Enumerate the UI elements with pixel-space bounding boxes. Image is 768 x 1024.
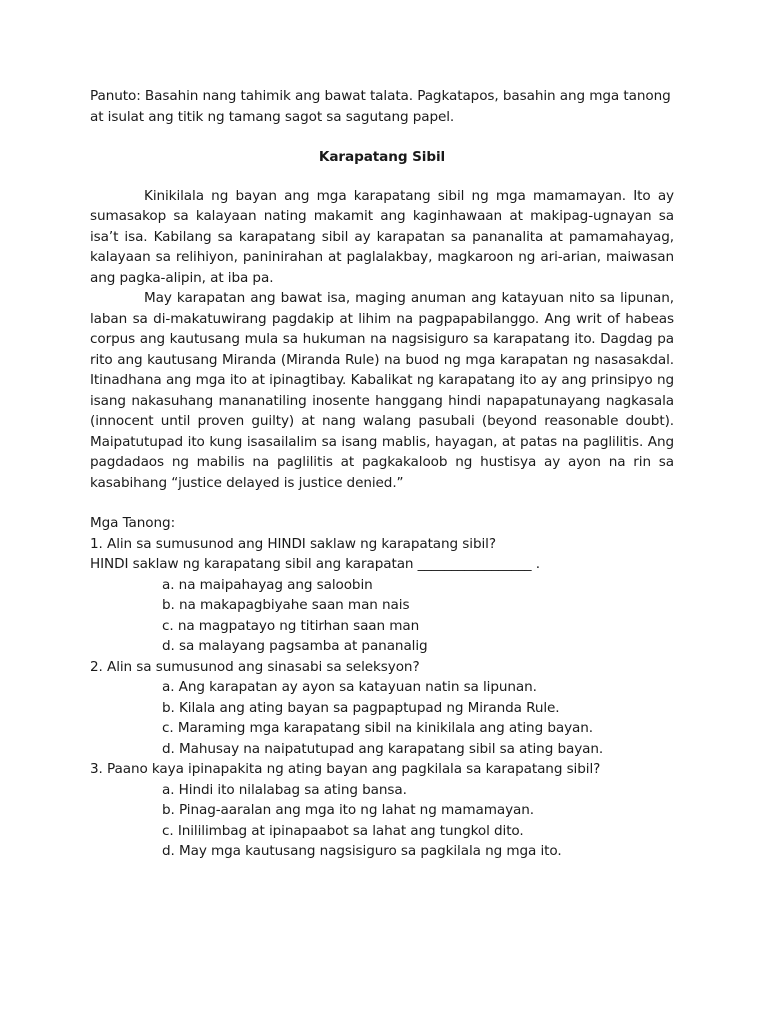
passage-title: Karapatang Sibil (318, 149, 446, 165)
question-3-choice-d: d. May mga kautusang nagsisiguro sa pagkilala ng mga ito. (162, 843, 562, 859)
question-3-prompt: 3. Paano kaya ipinapakita ng ating bayan ang pagkilala sa karapatang sibil? (90, 761, 601, 777)
question-3-choice-a: a. Hindi ito nilalabag sa ating bansa. (162, 781, 407, 798)
question-2-prompt: 2. Alin sa sumusunod ang sinasabi sa seleksyon? (90, 658, 420, 675)
question-3-choice-b: b. Pinag-aaralan ang mga ito ng lahat ng mamamayan. (162, 802, 534, 818)
question-2-choice-b: b. Kilala ang ating bayan sa pagpaptupad ng Miranda Rule. (162, 699, 560, 716)
question-2-choice-a: a. Ang karapatan ay ayon sa katayuan natin sa lipunan. (162, 679, 537, 695)
question-2-choice-c: c. Maraming mga karapatang sibil na kinikilala ang ating bayan. (162, 720, 593, 736)
question-1 (90, 534, 674, 657)
question-2 (90, 657, 674, 760)
question-3-choice-c: c. Inililimbag at ipinapaabot sa lahat ang tungkol dito. (162, 822, 524, 839)
question-1-choice-b: b. na makapagbiyahe saan man nais (162, 597, 410, 613)
question-1-statement: HINDI saklaw ng karapatang sibil ang karapatan _________________ . (90, 556, 540, 572)
passage-paragraph-2: May karapatan ang bawat isa, maging anuman ang katayuan nito sa lipunan, laban sa di-makatuwirang pagdakip at lihim na pagpapabilanggo. Ang writ of habeas corpus ang kautusang mula sa hukuman na nagsisiguro sa karapatang ito. Dagdag pa rito ang kautusang Miranda (Miranda Rule) na buod ng mga karapatan ng nasasakdal. Itinadhana ang mga ito at ipinagtibay. Kabalikat ng karapatang ito ay ang prinsipyo ng isang nakasuhang mananatiling inosente hanggang hindi napapatunayang nagkasala (innocent until proven guilty) at nang walang pasubali (beyond reasonable doubt). Maipatutupad ito kung isasailalim sa isang mablis, hayagan, at patas na paglilitis. Ang pagdadaos ng mabilis na paglilitis at pagkakaloob ng hustisya ay ayon na rin sa kasabihang “justice delayed is justice denied.” (90, 290, 674, 491)
questions-heading: Mga Tanong: (90, 515, 176, 531)
document-page (90, 86, 674, 862)
question-2-choice-d: d. Mahusay na naipatutupad ang karapatang sibil sa ating bayan. (162, 740, 604, 757)
question-1-choice-d: d. sa malayang pagsamba at pananalig (162, 638, 428, 654)
question-1-choice-a: a. na maipahayag ang saloobin (162, 576, 373, 593)
instructions-text: Basahin nang tahimik ang bawat talata. Pagkatapos, basahin ang mga tanong at isulat ang titik ng tamang sagot sa sagutang papel. (90, 88, 671, 125)
question-1-prompt: 1. Alin sa sumusunod ang HINDI saklaw ng karapatang sibil? (90, 535, 496, 552)
question-1-choice-c: c. na magpatayo ng titirhan saan man (162, 617, 420, 634)
instructions-label: Panuto: (90, 88, 141, 104)
question-3 (90, 759, 674, 862)
passage-paragraph-1: Kinikilala ng bayan ang mga karapatang sibil ng mga mamamayan. Ito ay sumasakop sa kalayaan nating makamit ang kaginhawaan at makipag-ugnayan sa isa’t isa. Kabilang sa karapatang sibil ay karapatan sa pananalita at pamamahayag, kalayaan sa relihiyon, paninirahan at paglalakbay, magkaroon ng ari-arian, maiwasan ang pagka-alipin, at iba pa. (90, 187, 674, 286)
instructions (90, 86, 674, 127)
